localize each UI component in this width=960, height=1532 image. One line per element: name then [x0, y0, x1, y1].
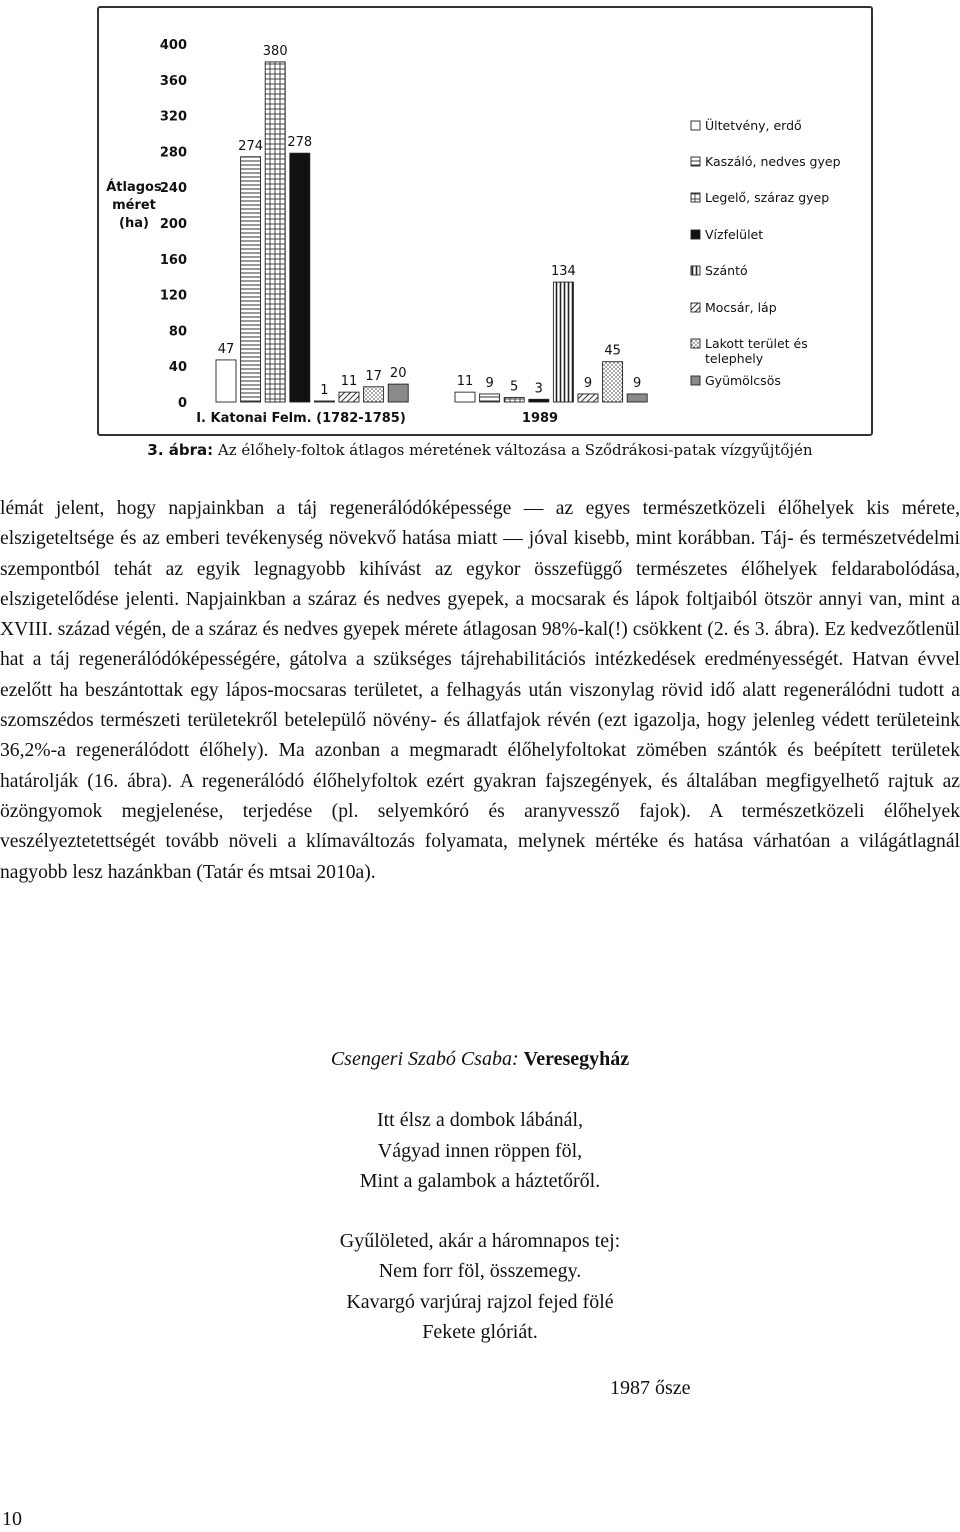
- legend-swatch: [691, 376, 700, 385]
- poem-verse: Fekete glóriát.: [422, 1321, 538, 1343]
- bar: [265, 62, 285, 402]
- bar-value-label: 134: [550, 264, 576, 280]
- poem-header: [0, 1042, 960, 1076]
- y-tick-label: 160: [159, 252, 187, 268]
- bar: [578, 394, 598, 402]
- bar-value-label: 9: [485, 375, 494, 391]
- bar-value-label: 47: [217, 341, 235, 357]
- legend-label: Kaszáló, nedves gyep: [705, 154, 841, 169]
- bar-value-label: 20: [389, 366, 407, 382]
- legend-label: Ültetvény, erdő: [705, 118, 802, 133]
- bar: [290, 153, 310, 402]
- poem-verse: Kavargó varjúraj rajzol fejed fölé: [346, 1290, 614, 1313]
- poem-date: 1987 ősze: [610, 1377, 691, 1399]
- poem-verse: Mint a galambok a háztetőről.: [359, 1170, 601, 1192]
- poem: [0, 1042, 960, 1348]
- y-tick-label: 80: [168, 324, 187, 340]
- y-tick-label: 360: [159, 73, 187, 89]
- y-tick-label: 120: [159, 288, 187, 304]
- x-group-label: I. Katonai Felm. (1782-1785): [196, 411, 406, 426]
- figure-caption: [0, 441, 960, 459]
- legend-swatch: [691, 303, 700, 312]
- bar-value-label: 17: [365, 368, 382, 384]
- legend-label: Gyümölcsös: [705, 373, 781, 388]
- y-axis-title-line: (ha): [119, 216, 149, 231]
- y-axis-title: [106, 179, 162, 231]
- bar-value-label: 380: [262, 43, 288, 59]
- caption-text: Az élőhely-foltok átlagos méretének változása a Sződrákosi-patak vízgyűjtőjén: [217, 441, 813, 459]
- y-axis-title-line: Átlagos: [106, 180, 162, 195]
- bar-value-label: 5: [510, 379, 519, 395]
- y-axis-title-line: méret: [112, 198, 156, 213]
- bar: [504, 398, 524, 402]
- x-group-label: 1989: [521, 411, 559, 426]
- bar-value-label: 11: [340, 374, 358, 390]
- chart-legend: [691, 117, 841, 388]
- x-axis-labels: [196, 411, 558, 426]
- chart-svg: [99, 8, 875, 438]
- legend-swatch: [691, 266, 700, 275]
- y-axis-ticks: [160, 38, 187, 411]
- bar-value-label: 3: [534, 381, 543, 397]
- poem-verse: Vágyad innen röppen föl,: [377, 1139, 583, 1162]
- legend-label: Lakott terület és: [705, 336, 808, 351]
- bar: [339, 392, 359, 402]
- legend-label: Vízfelület: [705, 227, 764, 242]
- caption-number: 3. ábra:: [147, 441, 214, 459]
- bar: [455, 392, 475, 402]
- legend-label: Mocsár, láp: [705, 300, 777, 315]
- bar-value-label: 9: [633, 375, 642, 391]
- bar-value-label: 274: [238, 138, 264, 154]
- poem-verse: Nem forr föl, összemegy.: [378, 1260, 582, 1282]
- y-tick-label: 320: [159, 109, 187, 125]
- legend-swatch: [691, 230, 700, 239]
- y-tick-label: 40: [168, 360, 187, 376]
- bar-value-label: 9: [583, 375, 593, 391]
- poem-title: Veresegyház: [523, 1048, 630, 1070]
- legend-swatch: [691, 193, 700, 202]
- bar: [553, 282, 573, 402]
- bar: [529, 399, 549, 402]
- poem-verse: Gyűlöleted, akár a háromnapos tej:: [339, 1229, 621, 1252]
- series-2-bars: [455, 264, 647, 402]
- legend-label: Legelő, száraz gyep: [705, 190, 830, 205]
- bar: [480, 394, 500, 402]
- bar: [603, 362, 623, 402]
- bar: [388, 384, 408, 402]
- bar-value-label: 45: [604, 343, 621, 359]
- poem-verse: Itt élsz a dombok lábánál,: [376, 1109, 584, 1131]
- bar: [216, 360, 236, 402]
- y-tick-label: 280: [159, 145, 187, 161]
- bar-value-label: 1: [320, 383, 329, 398]
- y-tick-label: 400: [159, 38, 187, 53]
- y-tick-label: 0: [177, 396, 187, 411]
- legend-swatch: [691, 339, 700, 348]
- body-paragraph: lémát jelent, hogy napjainkban a táj regenerálódóképessége — az egyes természetközeli élőhelyek kis mérete, elszigeteltsége és az emberi tevékenység növekvő hatása miatt — jóval kisebb, mint korábban. Táj- és természetvédelmi szempontból tehát az egyik legnagyobb kihívást az egykor összefüggő természetes élőhelyek feldarabolódása, elszigetelődése jelenti. Napjainkban a száraz és nedves gyepek, a mocsarak és lápok foltjaiból ötször annyi van, mint a XVIII. század végén, de a száraz és nedves gyepek mérete átlagosan 98%-kal(!) csökkent (2. és 3. ábra). Ez kedvezőtlenül hat a táj regenerálódóképességére, gátolva a szükséges tájrehabilitációs intézkedések eredményességét. Hatvan évvel ezelőtt ha beszántottak egy lápos-mocsaras területet, a felhagyás után viszonylag rövid idő alatt regenerálódni tudott a szomszédos természeti területekről betelepülő növény- és állatfajok révén (ezt igazolja, hogy jelenleg védett területeink 36,2%-a regenerálódott élőhely). Ma azonban a megmaradt élőhelyfoltokat zömében szántók és beépített területek határolják (16. ábra). A regenerálódó élőhelyfoltok ezért gyakran fajszegények, és általában megfigyelhető rajtuk az özöngyomok megjelenése, terjedése (pl. selyemkóró és aranyvessző fajok). A természetközeli élőhelyek veszélyeztetettségét tovább növeli a klímaváltozás folyamata, melynek mértéke és hatása várhatóan a világátlagnál nagyobb lesz hazánkban (Tatár és mtsai 2010a).: [0, 498, 960, 883]
- bar: [314, 401, 334, 402]
- legend-label: telephely: [705, 351, 764, 366]
- series-1-bars: [216, 44, 408, 402]
- page-number: 10: [2, 1508, 22, 1530]
- legend-swatch: [691, 121, 700, 130]
- bar: [627, 394, 647, 402]
- bar-chart: [97, 6, 873, 436]
- legend-label: Szántó: [705, 263, 748, 278]
- bar: [241, 157, 261, 402]
- legend-swatch: [691, 157, 700, 166]
- bar-value-label: 11: [456, 374, 474, 390]
- poem-stanza-2: [0, 1226, 960, 1348]
- poem-author: Csengeri Szabó Csaba:: [330, 1048, 519, 1070]
- poem-stanza-1: [0, 1105, 960, 1197]
- y-tick-label: 240: [159, 181, 187, 197]
- bar-value-label: 278: [287, 135, 313, 151]
- bar: [364, 387, 384, 402]
- y-tick-label: 200: [159, 217, 187, 232]
